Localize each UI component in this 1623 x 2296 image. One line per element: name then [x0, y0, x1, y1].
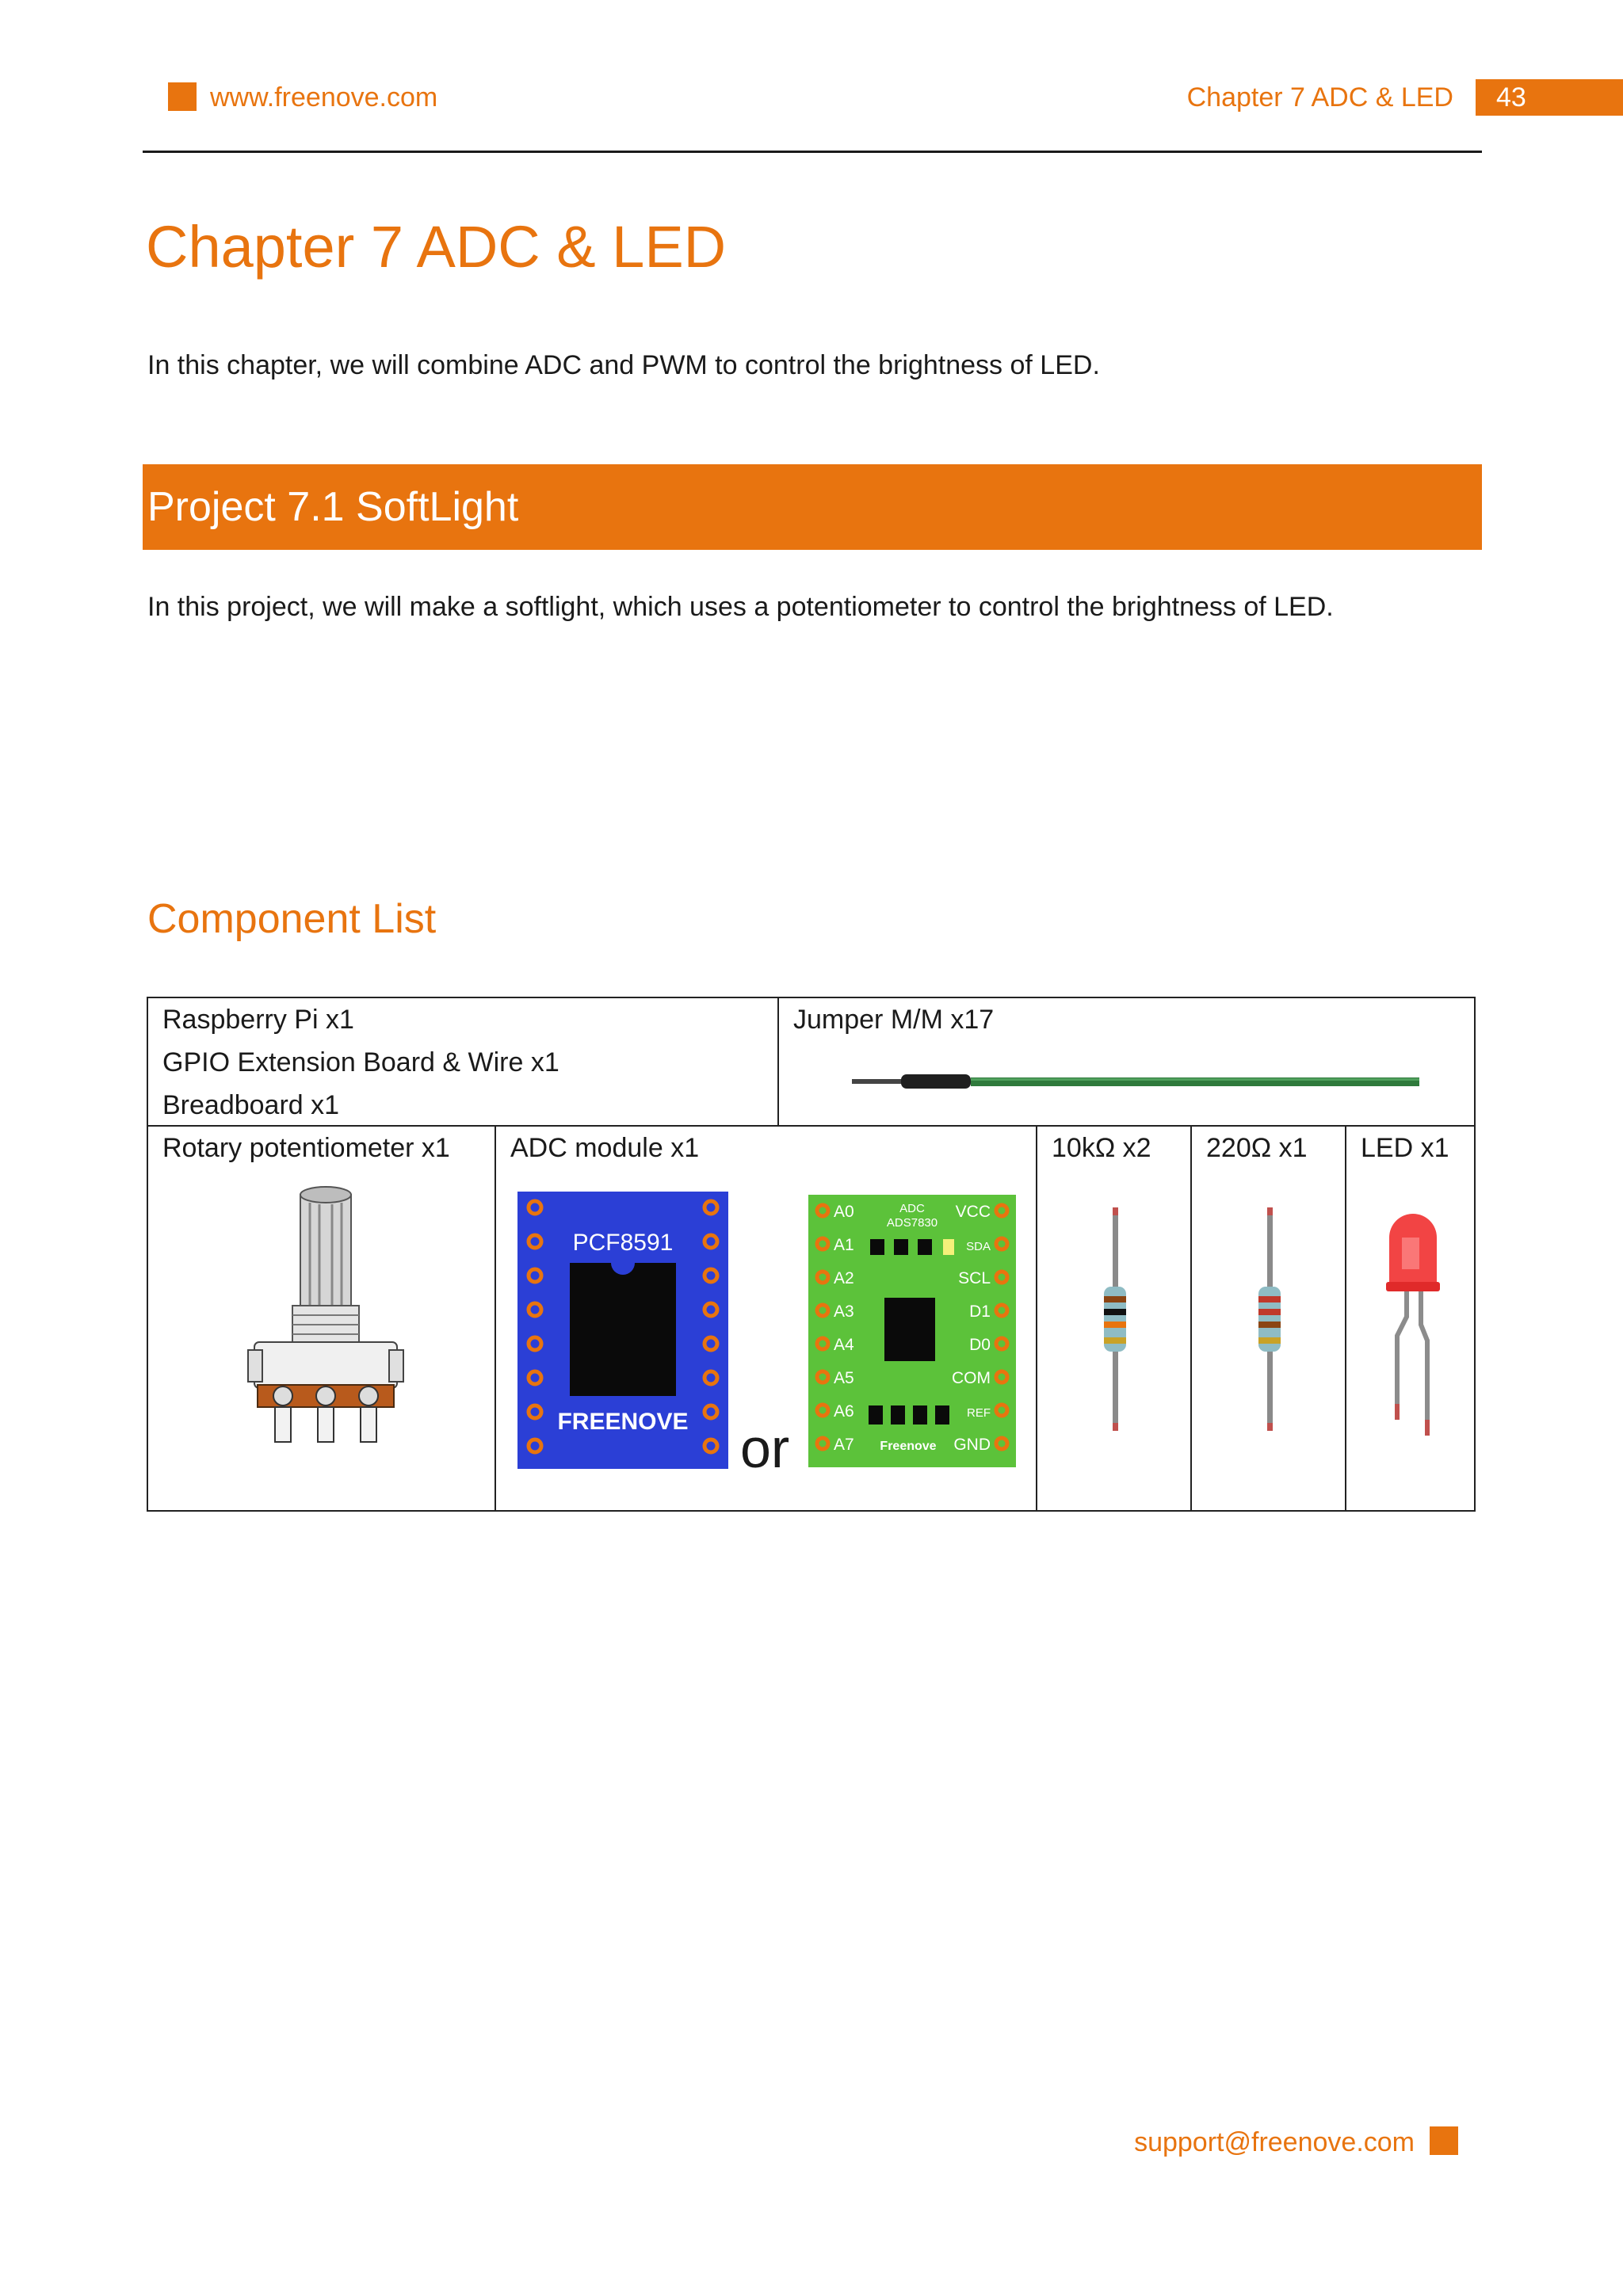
header-website-link[interactable]: www.freenove.com	[210, 82, 438, 113]
pcf-brand-label: FREENOVE	[557, 1409, 689, 1435]
ads-pin-com: COM	[952, 1369, 991, 1387]
ads-pin-a7: A7	[834, 1436, 854, 1454]
ads-pin-a3: A3	[834, 1302, 854, 1321]
footer-email-link[interactable]: support@freenove.com	[1134, 2127, 1415, 2157]
item-jumper-label: Jumper M/M x17	[793, 1005, 995, 1035]
cell-resistor-220	[1190, 1125, 1346, 1512]
ads-pin-a4: A4	[834, 1336, 854, 1354]
chapter-intro: In this chapter, we will combine ADC and PWM to control the brightness of LED.	[147, 350, 1100, 380]
ads-pin-vcc: VCC	[955, 1203, 991, 1221]
chapter-title: Chapter 7 ADC & LED	[146, 214, 727, 280]
ads-title-adc: ADC	[899, 1202, 925, 1215]
ads-brand: Freenove	[880, 1440, 937, 1453]
cell-led	[1345, 1125, 1476, 1512]
ads7830-board-image	[808, 1195, 1016, 1467]
header-chapter: Chapter 7 ADC & LED	[1186, 82, 1453, 113]
pcf-chip-label: PCF8591	[572, 1230, 674, 1256]
cell-potentiometer	[147, 1125, 496, 1512]
project-title: Project 7.1 SoftLight	[147, 484, 519, 530]
cell-jumper	[777, 997, 1476, 1127]
item-led-label: LED x1	[1361, 1133, 1449, 1163]
project-description: In this project, we will make a softlight, which uses a potentiometer to control the brightness of LED.	[147, 592, 1334, 622]
item-resistor-10k-label: 10kΩ x2	[1052, 1133, 1151, 1163]
item-raspberry-pi: Raspberry Pi x1	[162, 1005, 354, 1035]
or-label: or	[740, 1417, 790, 1479]
ads-pin-a6: A6	[834, 1402, 854, 1421]
resistor-10k-image	[1101, 1207, 1129, 1431]
ads-pin-a2: A2	[834, 1269, 854, 1287]
header-square-icon	[168, 82, 197, 111]
cell-resistor-10k	[1036, 1125, 1192, 1512]
ads-pin-gnd: GND	[953, 1436, 991, 1454]
resistor-220-image	[1255, 1207, 1284, 1431]
potentiometer-image	[246, 1187, 405, 1456]
header-divider	[143, 151, 1482, 153]
item-gpio-board: GPIO Extension Board & Wire x1	[162, 1047, 559, 1077]
cell-base-components	[147, 997, 779, 1127]
jumper-wire-image	[852, 1071, 1423, 1092]
item-resistor-220-label: 220Ω x1	[1206, 1133, 1308, 1163]
ads-pin-sda: SDA	[966, 1240, 991, 1253]
item-potentiometer-label: Rotary potentiometer x1	[162, 1133, 450, 1163]
cell-adc-module	[495, 1125, 1037, 1512]
led-image	[1383, 1206, 1446, 1436]
item-adc-label: ADC module x1	[510, 1133, 700, 1163]
ads-pin-d0: D0	[969, 1336, 991, 1354]
footer-square-icon	[1430, 2126, 1458, 2155]
ads-pin-a0: A0	[834, 1203, 854, 1221]
ads-title-chip: ADS7830	[886, 1216, 938, 1230]
component-list-heading: Component List	[147, 896, 437, 942]
header-page-number: 43	[1476, 79, 1623, 116]
ads-pin-a5: A5	[834, 1369, 854, 1387]
item-breadboard: Breadboard x1	[162, 1090, 340, 1120]
ads-pin-a1: A1	[834, 1236, 854, 1254]
pcf8591-board-image	[517, 1192, 728, 1469]
ads-pin-d1: D1	[969, 1302, 991, 1321]
ads-pin-scl: SCL	[958, 1269, 991, 1287]
ads-pin-ref: REF	[967, 1406, 991, 1420]
